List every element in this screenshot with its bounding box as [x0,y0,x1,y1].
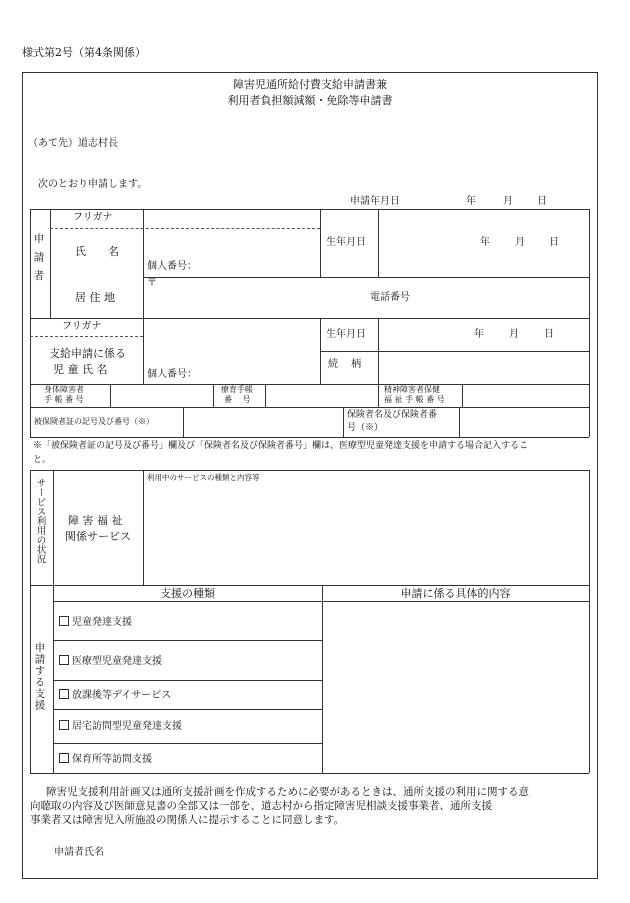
applicant-side-label: 申請者 [32,233,45,289]
option-label: 居宅訪問型児童発達支援 [72,721,182,732]
insurer-label-line2: 号（※） [347,423,384,433]
mental-handbook-label-line2: 福 祉 手 帳 番 号 [384,395,445,404]
application-date-day: 日 [537,196,547,207]
child-name-label-line2: 児 童 氏 名 [53,363,108,376]
consent-text [30,785,590,827]
service-detail-field[interactable] [144,486,588,584]
signature-label: 申請者氏名 [54,847,104,858]
form-number: 様式第2号（第4条関係） [22,46,146,59]
addressee: （あて先）道志村長 [28,138,118,149]
checkbox-icon[interactable] [59,689,69,699]
service-category-line2: 関係サービス [65,530,131,543]
checkbox-icon[interactable] [59,753,69,763]
support-option-child-development[interactable] [59,616,132,628]
form-title-line1: 障害児通所給付費支給申請書兼 [233,78,387,91]
option-label: 放課後等デイサービス [72,690,172,701]
child-birthdate-label: 生年月日 [326,329,366,340]
applicant-furigana-label: フリガナ [73,212,113,223]
applicant-address-label: 居 住 地 [75,291,115,304]
consent-line1: 障害児支援利用計画又は通所支援計画を作成するために必要があるときは、通所支援の利用に関する意 [46,786,529,798]
service-detail-label: 利用中のサービスの種類と内容等 [147,473,260,482]
applicant-personal-number-label: 個人番号： [147,261,197,272]
postal-mark: 〒 [147,278,157,289]
support-content-header: 申請に係る具体的内容 [400,587,511,600]
rehab-handbook-label-line1: 療育手帳 [221,385,253,394]
support-type-header: 支援の種類 [160,587,215,600]
checkbox-icon[interactable] [59,616,69,626]
insurer-label-line1: 保険者名及び保険者番 [347,410,438,420]
child-relation-label: 続 柄 [328,359,362,370]
support-side-label: 申請する支援 [33,642,46,711]
child-birth-year: 年 [474,329,484,340]
note-line1: ※「被保険者証の記号及び番号」欄及び「保険者名及び保険者番号」欄は、医療型児童発達支援を申請する場合記入するこ [33,441,529,451]
physical-handbook-label-line2: 手 帳 番 号 [44,395,84,404]
child-furigana-label: フリガナ [62,321,102,332]
support-option-home-visit-child-development[interactable] [59,720,182,732]
applicant-birth-year: 年 [480,237,490,248]
option-label: 保育所等訪問支援 [72,754,152,765]
applicant-name-label: 氏 名 [75,245,119,258]
option-label: 児童発達支援 [72,617,132,628]
checkbox-icon[interactable] [59,655,69,665]
signature-field[interactable] [120,842,420,862]
application-date-label: 申請年月日 [350,196,400,207]
applicant-birth-day: 日 [549,237,559,248]
support-content-field[interactable] [323,602,588,772]
service-category-line1: 障 害 福 祉 [68,514,123,527]
form-title-line2: 利用者負担額減額・免除等申請書 [227,94,393,107]
application-date-month: 月 [503,196,513,207]
consent-line2: 向聴取の内容及び医師意見書の全部又は一部を、道志村から指定障害児相談支援事業者、通所支援 [30,800,492,812]
child-name-label-line1: 支給申請に係る [49,347,126,360]
physical-handbook-label-line1: 身体障害者 [44,385,84,394]
note-line2: と。 [33,455,52,465]
service-usage-side-label: サービス利用の状況 [34,478,46,564]
support-option-nursery-visit-support[interactable] [59,753,152,765]
intro-text: 次のとおり申請します。 [38,179,148,190]
mental-handbook-label-line1: 精神障害者保健 [384,385,440,394]
rehab-handbook-label-line2: 番 号 [224,395,251,404]
consent-line3: 事業者又は障害児入所施設の関係人に提示することに同意します。 [30,814,345,826]
applicant-birth-month: 月 [515,237,525,248]
insurance-card-label: 被保険者証の記号及び番号（※） [34,417,154,426]
phone-label: 電話番号 [370,292,410,303]
support-option-medical-child-development[interactable] [59,655,162,667]
child-personal-number-label: 個人番号： [147,369,197,380]
child-birth-month: 月 [509,329,519,340]
checkbox-icon[interactable] [59,720,69,730]
child-birth-day: 日 [544,329,554,340]
support-option-after-school-day-service[interactable] [59,689,171,701]
option-label: 医療型児童発達支援 [72,656,162,667]
applicant-birthdate-label: 生年月日 [326,237,366,248]
application-date-year: 年 [466,196,476,207]
